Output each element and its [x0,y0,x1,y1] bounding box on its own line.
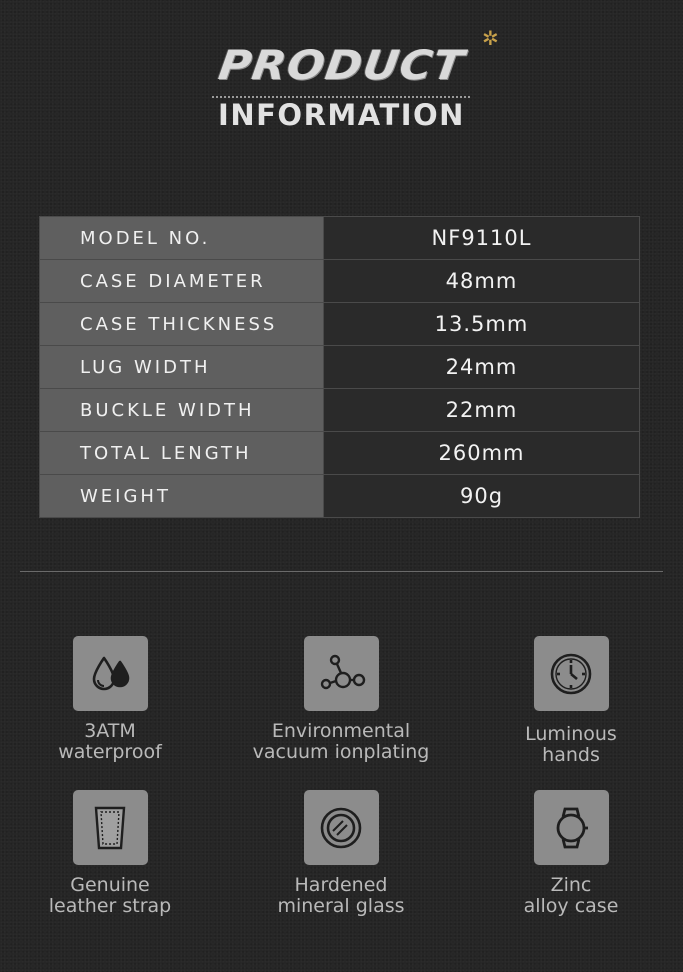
title-information: INFORMATION [218,98,465,132]
feature-caption-line1: Environmental [271,720,411,742]
spec-value: 22mm [324,389,640,432]
section-divider [20,571,663,572]
feature-caption-line1: Zinc [550,874,592,896]
feature-caption [0,875,220,917]
spec-row-buckle-width [40,389,640,432]
spec-row-weight [40,475,640,518]
feature-luminous [461,636,681,766]
feature-caption-line2: alloy case [523,895,619,917]
feature-caption-line1: Luminous [525,723,617,745]
spec-label: BUCKLE WIDTH [40,389,324,432]
spec-row-case-thickness [40,303,640,346]
feature-caption [231,721,451,763]
feature-waterproof [0,636,220,763]
spec-label: WEIGHT [40,475,324,518]
feature-ionplating [231,636,451,763]
star-icon: ✲ [482,26,499,50]
spec-value: 24mm [324,346,640,389]
spec-value: 90g [324,475,640,518]
feature-caption [461,724,681,766]
spec-label: MODEL NO. [40,217,324,260]
spec-value: 48mm [324,260,640,303]
feature-caption [231,875,451,917]
spec-row-lug-width [40,346,640,389]
feature-caption-line1: Genuine [70,874,150,896]
spec-value: NF9110L [324,217,640,260]
spec-label: CASE DIAMETER [40,260,324,303]
spec-table [39,216,640,518]
feature-caption-line2: hands [542,744,600,766]
feature-caption-line2: mineral glass [277,895,405,917]
spec-label: LUG WIDTH [40,346,324,389]
molecule-icon [304,636,379,711]
feature-caption-line2: leather strap [48,895,172,917]
spec-row-model [40,217,640,260]
leather-strap-icon [73,790,148,865]
title-product: PRODUCT [215,42,468,89]
feature-caption [461,875,681,917]
spec-value: 13.5mm [324,303,640,346]
feature-caption-line2: vacuum ionplating [252,741,430,763]
spec-value: 260mm [324,432,640,475]
spec-row-total-length [40,432,640,475]
feature-zinc-case [461,790,681,917]
water-drops-icon [73,636,148,711]
spec-row-case-diameter [40,260,640,303]
feature-caption [0,721,220,763]
spec-label: TOTAL LENGTH [40,432,324,475]
feature-caption-line1: Hardened [294,874,388,896]
feature-caption-line2: waterproof [58,741,162,763]
glass-lens-icon [304,790,379,865]
watch-case-icon [534,790,609,865]
feature-mineral-glass [231,790,451,917]
feature-caption-line1: 3ATM [84,720,136,742]
spec-label: CASE THICKNESS [40,303,324,346]
clock-icon [534,636,609,711]
feature-leather-strap [0,790,220,917]
